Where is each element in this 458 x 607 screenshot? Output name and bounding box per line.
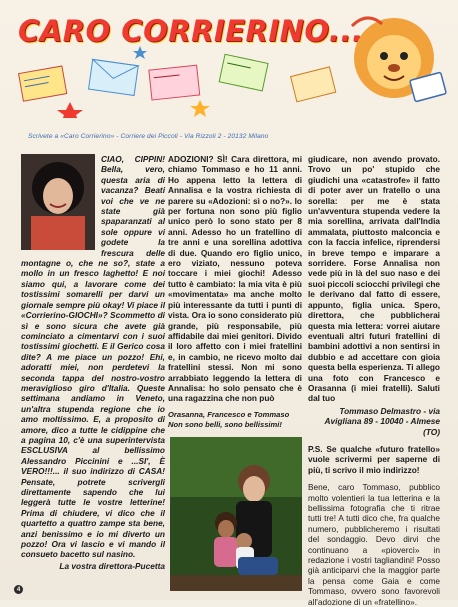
mailing-address: Scrivete a «Caro Corrierino» - Corriere dei Piccoli - Via Rizzoli 2 - 20132 Milano [28, 133, 269, 140]
editor-signature: La vostra direttora-Pucetta [59, 560, 165, 571]
lion-mascot-illustration [332, 6, 450, 116]
reader-signature: Tommaso Delmastro - via Avigliana 89 - 10040 - Almese (TO) [324, 405, 440, 437]
photo-caption: Orasanna, Francesco e Tommaso Non sono belli, sono bellissimi! [168, 409, 290, 429]
reader-letter-continued-column [308, 154, 440, 607]
page-header [0, 0, 458, 118]
editor-reply-text: Bene, caro Tommaso, pubblico molto volentieri la tua letterina e la bellissima fotografia che ti ritrae tutti tre! A tutti dico che, fra qualche numero, pubblicheremo i risultati del sondaggio. Devo dirvi che continuano a «piovercì» in redazione i vostri tagliandini! Posso già anticiparvi che la maggior parte la pensa come Gaia e come Tommaso, ovvero sono favorevoli all'adozione di un «fratellino». [308, 482, 440, 607]
postcards-illustration [0, 40, 360, 118]
editor-letter-column [21, 154, 165, 571]
reader-letter-continuation: giudicare, non avendo provato. Trovo un po' stupido che giudichi una «catastrofe» il fatto di poter aver un fratello o una sorella: per me è stata un'avventura stupenda vedere la mia sorellina, arrivata dall'India ammalata, piuttosto malconcia e con la faccia infelice, riprendersi in breve tempo e imparare a sorridere. Forse Annalisa non vede più in là del suo naso e dei suoi piccoli sciocchi privilegi che le derivano dal fatto di essere, appunto, figlia unica. Spero, direttora, che pubblicherai questa mia lettera: vorrei aiutare eventuali altri futuri fratellini di bambini adottivi a non sentirsi in dubbio e ad accettare con gioia questa bella esperienza. Ti allego una foto con Francesco e Orasanna (i miei fratelli). Saluti dal tuo [308, 154, 440, 404]
children-photo [170, 437, 302, 591]
editor-letter-text: CIAO, CIPPIN! Bella, vero, questa aria di vacanza? Beati voi che ve ne state già spaparanzati al sole oppure vi godete la frescura delle montagne o, che ne so?, state a mollo in un fresco laghetto! E noi siamo qui, a lavorare come dei tostissimi somarelli per darvi un giornale sempre più okay! Vi piace il «Corrierino-GIOCHI»? Scommetto di sì e sono sicura che avete già cominciato a cimentarvi con i suoi tostissimi giochetti. E il Gerico cosa dite? A me piace un pozzo! Ehi, adoratti miei, non perdetevi la seconda tappa del nostro-vostro meraviglioso giro d'Italia. Queste settimana andiamo in Veneto, un'altra stupenda regione che io amo moltissimo. E, a proposito di amore, dico a tutte le cidippine che a pagina 10, c'è una superintervista ESCLUSIVA al bellissimo Alessandro Piccinini e ...SI', È VERO!!!... il suo indirizzo di CASA! Pensate, potrete scrivergli direttamente sapendo che lui leggerà tutte le vostre letterine! Prima di chiudere, vi dico che il quartetto a quattro zampe sta bene, anzi benissimo e io mi diverto un pozzo! Ora vi lascio e vi mando il consueto bacetto sul nasino. [21, 154, 165, 560]
column-title: CARO CORRIERINO... [18, 14, 364, 48]
reader-letter-column [168, 154, 302, 429]
reader-letter-text: ADOZIONI? SÌ! Cara direttora, mi chiamo Tommaso e ho 11 anni. Ho appena letto la lettera di Annalisa e la vostra richiesta di parere su «Adozioni: sì o no?». Io per fortuna non sono più figlio unico però lo sono stato per 8 anni. Adesso ho un fratellino di tre anni e una sorellina adottiva di due. Quando ero figlio unico, ero viziato, nessuno poteva toccare i miei giochi! Adesso tutto è cambiato: la mia vita è più «movimentata» ma anche molto più interessante da tutti i punti di vista. Ora io sono considerato più grande, più responsabile, più affidabile dai miei genitori. Divido il loro affetto con i miei fratellini e, in cambio, ne ricevo molto dai fratellini stessi. Non mi sono arrabbiato leggendo la lettera di Annalisa: ho solo pensato che è una ragazzina che non può [168, 154, 302, 404]
page-number: 4 [14, 585, 23, 594]
postscript-text: P.S. Se qualche «futuro fratello» vuole scrivermi per saperne di più, ti scrivo il mio indirizzo! [308, 443, 440, 475]
editor-photo [21, 154, 95, 250]
